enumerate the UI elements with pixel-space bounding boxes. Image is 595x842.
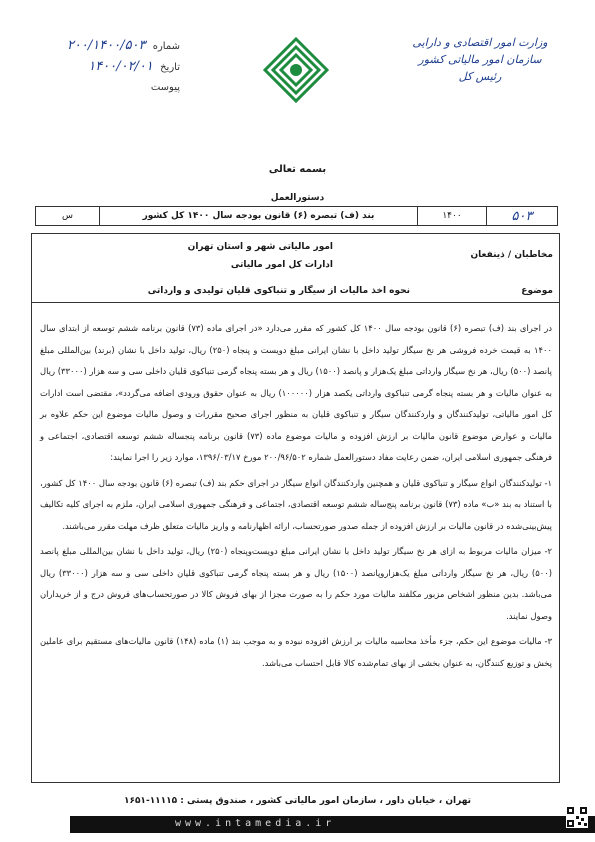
attachment-label: پیوست [150,82,180,93]
organization-name: سازمان امور مالیاتی کشور [418,53,542,66]
signatory-title: رئیس کل [458,70,502,83]
footer-website: www.intamedia.ir [175,818,336,829]
addressees-label: مخاطبان / ذینفعان [470,250,553,260]
letter-number-row [20,36,180,57]
instruction-body [40,318,552,674]
footer-bar-gap [0,816,70,833]
page-heading: بسمه تعالی [268,164,327,175]
ministry-header [395,34,565,85]
letter-date-row [20,57,180,78]
instruction-title: بند (ف) تبصره (۶) قانون بودجه سال ۱۴۰۰ کل کشور [100,207,418,226]
addressee-1: امور مالیاتی شهر و استان تهران [187,242,333,252]
number-label: شماره [152,41,180,52]
document-type: دستورالعمل [270,193,325,203]
attachment-row [20,78,180,98]
body-item-3: ۳- مالیات موضوع این حکم، جزء مأخذ محاسبه مالیات بر ارزش افزوده نبوده و به موجب بند (۱) ماده (۱۴۸) قانون مالیات‌های مستقیم برای عاملین پخش و توزیع کنندگان، به عنوان بخشی از بهای تمام‌شده کالا قابل احتساب می‌باشد. [40,636,553,668]
footer-address: تهران ، خیابان داور ، سازمان امور مالیاتی کشور ، صندوق پستی : ۱۱۱۱۵-۱۶۵۱ [123,796,472,806]
letter-date: ۱۴۰۰/۰۲/۰۱ [88,59,153,74]
addressee-divider [31,302,560,303]
instruction-header-table [35,206,558,226]
addressees-list [188,238,333,274]
addressee-2: ادارات کل امور مالیاتی [230,260,333,270]
tax-organization-logo [262,36,330,104]
body-intro: در اجرای بند (ف) تبصره (۶) قانون بودجه سال ۱۴۰۰ کل کشور که مقرر می‌دارد «در اجرای ماده (۷۳) قانون برنامه ششم توسعه از ابتدای سال ۱۴۰۰ به قیمت خرده فروشی هر نخ سیگار تولید داخل با نشان ایرانی مبلغ دویست و پنجاه (۲۵۰) ریال، تولید داخل با نشان (برند) بین‌المللی مبلغ پانصد (۵۰۰) ریال، هر نخ سیگار وارداتی مبلغ یک‌هزار و پانصد (۱۵۰۰) ریال و هر بسته پنجاه گرمی تنباکوی قلیان داخلی سی و سه هزار (۳۳۰۰۰) ریال به عنوان مالیات و هر بسته پنجاه گرمی تنباکوی وارداتی یکصد هزار (۱۰۰۰۰۰) ریال به عنوان حقوق ورودی اضافه می‌گردد»، مقتضی است ادارات کل امور مالیاتی، تولیدکنندگان و واردکنندگان سیگار و تنباکوی قلیان به منظور اجرای صحیح مقررات و وصول مالیات موضوع این حکم علاوه بر مالیات و عوارض موضوع قانون مالیات بر ارزش افزوده و مالیات موضوع ماده (۷۳) قانون برنامه پنجساله ششم توسعه اقتصادی، اجتماعی و فرهنگی جمهوری اسلامی ایران، ضمن رعایت مفاد دستورالعمل شماره ۲۰۰/۹۶/۵۰۲ مورخ ۱۳۹۶/۰۳/۱۷، موارد زیر را اجرا نمایند: [40,323,553,462]
subject-value: نحوه اخذ مالیات از سیگار و تنباکوی قلیان تولیدی و وارداتی [147,286,410,296]
letter-meta [20,36,180,98]
ministry-name: وزارت امور اقتصادی و دارایی [412,36,548,49]
body-item-1: ۱- تولیدکنندگان انواع سیگار و تنباکوی قلیان و همچنین واردکنندگان انواع سیگار در اجرای حکم بند (ف) تبصره (۶) قانون بودجه سال ۱۴۰۰ کل کشور، با استناد به بند «ب» ماده (۷۳) قانون برنامه پنج‌ساله ششم توسعه اقتصادی، اجتماعی و فرهنگی جمهوری اسلامی ایران، ملزم به اجرای کلیه تکالیف پیش‌بینی‌شده در قانون مالیات بر ارزش افزوده از جمله صدور صورتحساب، ارائه اظهارنامه و واریز مالیات متعلق ظرف مهلت مقرر می‌باشند. [40,477,553,531]
body-item-2: ۲- میزان مالیات مربوط به ازای هر نخ سیگار تولید داخل با نشان ایرانی مبلغ دویست‌وپنجاه (۲۵۰) ریال، تولید داخل با نشان بین‌المللی مبلغ پانصد (۵۰۰) ریال، هر نخ سیگار وارداتی مبلغ یک‌هزاروپانصد (۱۵۰۰) ریال و هر بسته پنجاه گرمی تنباکوی قلیان داخلی سی و سه هزار (۳۳۰۰۰) ریال می‌باشد. بدین منظور اشخاص مزبور مکلفند مالیات مورد حکم را به صورت مجزا از بهای فروش کالا در صورتحساب‌های فروش درج و از خریداران وصول نمایند. [40,546,552,621]
date-label: تاریخ [160,62,180,73]
subject-label: موضوع [521,286,553,296]
qr-code-icon [566,806,588,828]
instruction-year: ۱۴۰۰ [418,207,487,226]
letter-number: ۲۰۰/۱۴۰۰/۵۰۳ [66,38,146,53]
instruction-number: ۵۰۳ [487,207,558,226]
instruction-code: س [36,207,100,226]
